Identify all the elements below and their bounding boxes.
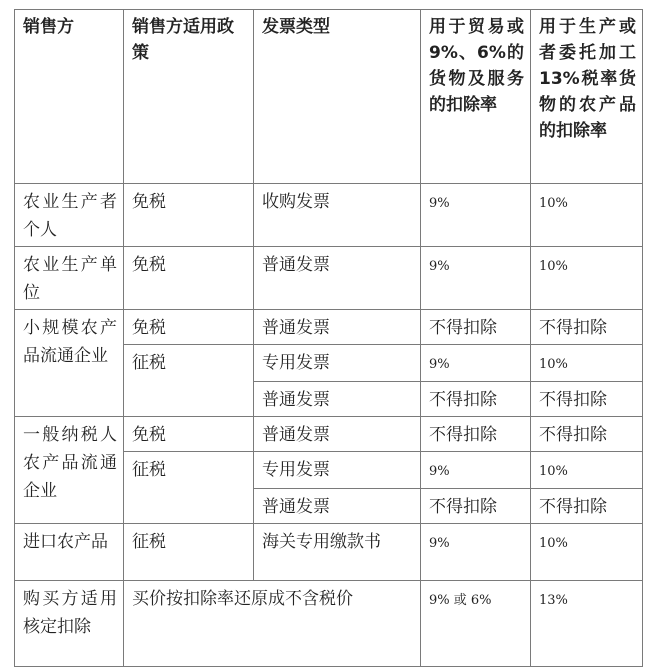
seller-cell: 进口农产品 [15,524,124,581]
invoice-cell: 专用发票 [254,345,421,382]
policy-cell: 免税 [124,247,254,310]
invoice-cell: 普通发票 [254,310,421,345]
rate-trade-cell: 不得扣除 [421,417,531,452]
seller-cell: 农业生产者个人 [15,184,124,247]
rate-production-cell: 不得扣除 [531,382,643,417]
table-row [15,581,643,667]
deduction-rate-table [14,9,643,667]
rate-production-cell: 不得扣除 [531,489,643,524]
invoice-cell: 普通发票 [254,489,421,524]
policy-cell: 征税 [124,452,254,524]
table-row [15,184,643,247]
rate-production-cell: 13% [531,581,643,667]
rate-trade-cell: 不得扣除 [421,382,531,417]
rate-trade-cell: 9% [421,452,531,489]
rate-trade-cell: 9% [421,345,531,382]
header-invoice-type: 发票类型 [254,10,421,184]
rate-production-cell: 10% [531,247,643,310]
rate-trade-cell: 9% [421,524,531,581]
seller-cell: 购买方适用核定扣除 [15,581,124,667]
policy-cell: 买价按扣除率还原成不含税价 [124,581,421,667]
header-policy: 销售方适用政策 [124,10,254,184]
invoice-cell: 专用发票 [254,452,421,489]
invoice-cell: 海关专用缴款书 [254,524,421,581]
policy-cell: 征税 [124,345,254,417]
rate-production-cell: 10% [531,524,643,581]
rate-production-cell: 10% [531,345,643,382]
policy-cell: 免税 [124,310,254,345]
seller-cell: 小规模农产品流通企业 [15,310,124,417]
invoice-cell: 普通发票 [254,247,421,310]
header-seller: 销售方 [15,10,124,184]
rate-trade-cell: 9% 或 6% [421,581,531,667]
header-rate-production: 用于生产或者委托加工 13%税率货物的农产品的扣除率 [531,10,643,184]
table-row [15,247,643,310]
table-row [15,310,643,345]
seller-cell: 农业生产单位 [15,247,124,310]
rate-trade-cell: 9% [421,184,531,247]
rate-production-cell: 不得扣除 [531,310,643,345]
rate-trade-cell: 不得扣除 [421,310,531,345]
policy-cell: 免税 [124,417,254,452]
rate-production-cell: 10% [531,184,643,247]
rate-trade-cell: 不得扣除 [421,489,531,524]
policy-cell: 免税 [124,184,254,247]
seller-cell: 一般纳税人农产品流通企业 [15,417,124,524]
invoice-cell: 收购发票 [254,184,421,247]
policy-cell: 征税 [124,524,254,581]
invoice-cell: 普通发票 [254,417,421,452]
rate-trade-cell: 9% [421,247,531,310]
header-row [15,10,643,184]
rate-production-cell: 不得扣除 [531,417,643,452]
table-row [15,524,643,581]
header-rate-trade: 用于贸易或 9%、6%的货物及服务的扣除率 [421,10,531,184]
table-row [15,417,643,452]
invoice-cell: 普通发票 [254,382,421,417]
rate-production-cell: 10% [531,452,643,489]
